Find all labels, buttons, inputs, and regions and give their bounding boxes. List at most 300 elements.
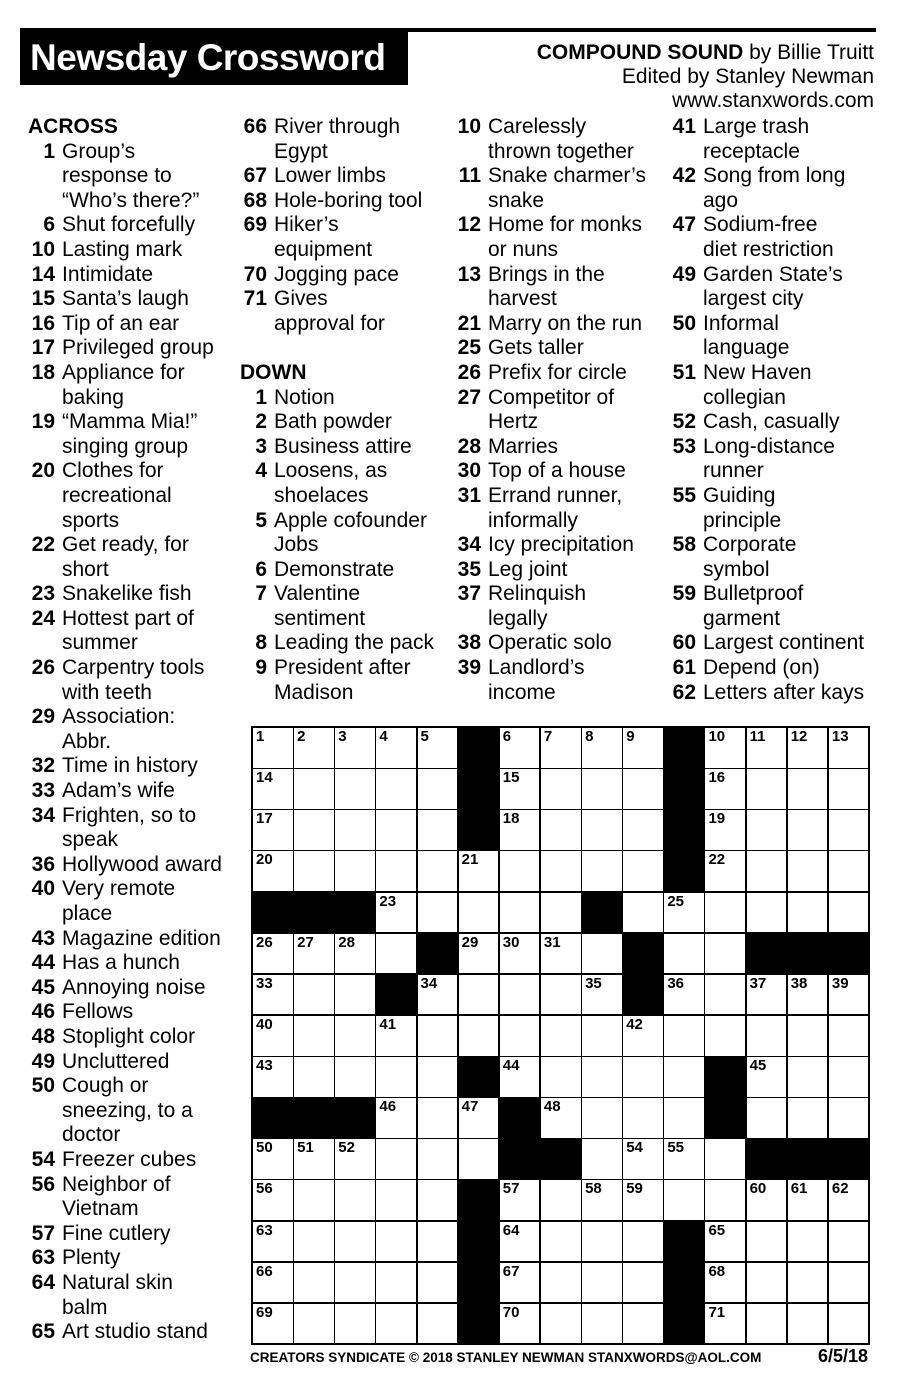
grid-cell[interactable]	[581, 974, 623, 1016]
grid-cell[interactable]	[746, 850, 788, 892]
clue-text-line: Jobs	[274, 533, 319, 557]
grid-cell[interactable]	[622, 850, 664, 892]
grid-cell[interactable]	[746, 974, 788, 1016]
grid-cell[interactable]	[417, 850, 459, 892]
grid-cell[interactable]	[334, 850, 376, 892]
clue-number: 6	[43, 213, 55, 237]
grid-cell[interactable]	[540, 768, 582, 810]
grid-block	[622, 933, 664, 975]
grid-cell[interactable]	[334, 974, 376, 1016]
grid-cell[interactable]	[499, 809, 541, 851]
grid-block	[458, 1056, 500, 1098]
clue-text-line: Song from long	[703, 164, 846, 188]
grid-cell[interactable]	[375, 809, 417, 851]
grid-cell[interactable]	[499, 1221, 541, 1263]
clue	[454, 164, 676, 213]
grid-cell[interactable]	[828, 809, 870, 851]
clue-column-3	[454, 115, 676, 705]
cell-number: 51	[297, 1139, 314, 1157]
cell-number: 43	[256, 1057, 273, 1075]
grid-cell[interactable]	[375, 1138, 417, 1180]
grid-cell[interactable]	[787, 1262, 829, 1304]
clue	[28, 140, 250, 214]
grid-cell[interactable]	[622, 1015, 664, 1057]
clue-number: 50	[31, 1074, 55, 1098]
clue-number: 20	[31, 459, 55, 483]
grid-cell[interactable]	[828, 974, 870, 1016]
grid-cell[interactable]	[828, 892, 870, 934]
cell-number: 58	[585, 1180, 602, 1198]
clue-text-line: Bulletproof	[703, 582, 804, 606]
grid-cell[interactable]	[622, 1097, 664, 1139]
cell-number: 47	[461, 1098, 479, 1116]
grid-cell[interactable]	[417, 892, 459, 934]
clue-text-line: place	[62, 902, 113, 925]
cell-number: 50	[256, 1139, 273, 1157]
clue-text-line: thrown together	[488, 139, 634, 163]
grid-block	[458, 1303, 500, 1345]
grid-cell[interactable]	[458, 1138, 500, 1180]
grid-cell[interactable]	[375, 933, 417, 975]
grid-cell[interactable]	[334, 809, 376, 851]
clue-text-line: recreational	[62, 483, 172, 507]
clue-text-line: Intimidate	[62, 262, 154, 286]
clue	[28, 287, 250, 312]
grid-cell[interactable]	[252, 1221, 294, 1263]
grid-cell[interactable]	[787, 1179, 829, 1221]
grid-cell[interactable]	[252, 1303, 294, 1345]
grid-cell[interactable]	[417, 1138, 459, 1180]
grid-cell[interactable]	[828, 1303, 870, 1345]
grid-cell[interactable]	[375, 727, 417, 769]
grid-block	[787, 1138, 829, 1180]
grid-cell[interactable]	[787, 1015, 829, 1057]
cell-number: 64	[502, 1221, 520, 1239]
grid-cell[interactable]	[334, 933, 376, 975]
grid-cell[interactable]	[293, 727, 335, 769]
grid-cell[interactable]	[458, 850, 500, 892]
grid-cell[interactable]	[704, 892, 746, 934]
grid-cell[interactable]	[375, 850, 417, 892]
grid-cell[interactable]	[787, 850, 829, 892]
grid-cell[interactable]	[787, 974, 829, 1016]
grid-cell[interactable]	[252, 1262, 294, 1304]
grid-cell[interactable]	[540, 1097, 582, 1139]
grid-cell[interactable]	[499, 727, 541, 769]
clue	[669, 631, 891, 656]
grid-block	[458, 1179, 500, 1221]
grid-cell[interactable]	[540, 933, 582, 975]
grid-cell[interactable]	[663, 1179, 705, 1221]
cell-number: 19	[708, 810, 726, 828]
grid-cell[interactable]	[704, 1303, 746, 1345]
clue-text-line: Time in history	[62, 754, 198, 778]
grid-cell[interactable]	[704, 1015, 746, 1057]
grid-cell[interactable]	[787, 1303, 829, 1345]
grid-cell[interactable]	[540, 892, 582, 934]
clue-text-line: language	[703, 336, 790, 360]
clue-number: 52	[672, 410, 696, 434]
grid-cell[interactable]	[334, 1138, 376, 1180]
grid-cell[interactable]	[704, 809, 746, 851]
grid-block	[663, 727, 705, 769]
website: www.stanxwords.com	[672, 89, 874, 112]
grid-cell[interactable]	[540, 1303, 582, 1345]
grid-cell[interactable]	[499, 1262, 541, 1304]
grid-cell[interactable]	[293, 1056, 335, 1098]
grid-cell[interactable]	[746, 1303, 788, 1345]
grid-cell[interactable]	[663, 892, 705, 934]
clue-number: 70	[243, 262, 267, 286]
grid-cell[interactable]	[375, 1262, 417, 1304]
grid-cell[interactable]	[540, 809, 582, 851]
cell-number: 8	[585, 728, 594, 745]
grid-cell[interactable]	[704, 933, 746, 975]
cell-number: 44	[502, 1057, 520, 1075]
clue-text-line: New Haven	[703, 360, 812, 384]
grid-cell[interactable]	[293, 1015, 335, 1057]
grid-cell[interactable]	[293, 809, 335, 851]
grid-cell[interactable]	[499, 850, 541, 892]
grid-cell[interactable]	[293, 1179, 335, 1221]
editor-credit: Edited by Stanley Newman	[621, 65, 874, 88]
grid-cell[interactable]	[417, 1015, 459, 1057]
grid-cell[interactable]	[458, 892, 500, 934]
clue-number: 63	[31, 1246, 55, 1270]
grid-cell[interactable]	[252, 1015, 294, 1057]
clue	[669, 312, 891, 361]
grid-block	[663, 768, 705, 810]
grid-cell[interactable]	[334, 768, 376, 810]
grid-cell[interactable]	[828, 1097, 870, 1139]
grid-cell[interactable]	[540, 1221, 582, 1263]
grid-cell[interactable]	[499, 933, 541, 975]
grid-cell[interactable]	[828, 1179, 870, 1221]
clue-text-line: Largest continent	[703, 631, 865, 655]
clue	[454, 582, 676, 631]
grid-cell[interactable]	[499, 1303, 541, 1345]
cell-number: 41	[379, 1015, 397, 1033]
clue-number: 68	[243, 188, 267, 212]
grid-block	[458, 809, 500, 851]
grid-cell[interactable]	[540, 1179, 582, 1221]
clue-number: 50	[672, 311, 696, 335]
cell-number: 33	[256, 974, 273, 992]
grid-cell[interactable]	[458, 974, 500, 1016]
clue	[454, 336, 676, 361]
clue-text-line: principle	[703, 508, 782, 532]
grid-cell[interactable]	[417, 1097, 459, 1139]
grid-cell[interactable]	[787, 1221, 829, 1263]
clue-text-line: Adam’s wife	[62, 779, 175, 803]
clue	[240, 631, 462, 656]
grid-cell[interactable]	[499, 892, 541, 934]
grid-cell[interactable]	[334, 1179, 376, 1221]
grid-cell[interactable]	[746, 1262, 788, 1304]
grid-cell[interactable]	[704, 727, 746, 769]
grid-block	[499, 1097, 541, 1139]
grid-cell[interactable]	[746, 1056, 788, 1098]
clue-text-line: Abbr.	[62, 729, 112, 753]
grid-cell[interactable]	[704, 1138, 746, 1180]
grid-cell[interactable]	[293, 1303, 335, 1345]
grid-cell[interactable]	[746, 1097, 788, 1139]
clue-text-line: Annoying noise	[62, 975, 206, 999]
grid-cell[interactable]	[828, 850, 870, 892]
clue	[669, 361, 891, 410]
grid-cell[interactable]	[293, 1221, 335, 1263]
grid-cell[interactable]	[293, 850, 335, 892]
grid-cell[interactable]	[704, 1221, 746, 1263]
grid-cell[interactable]	[458, 1015, 500, 1057]
clue-text-line: Hottest part of	[62, 606, 194, 630]
clue-number: 3	[255, 434, 267, 458]
grid-cell[interactable]	[581, 1015, 623, 1057]
grid-cell[interactable]	[746, 1015, 788, 1057]
clue	[240, 213, 462, 262]
grid-cell[interactable]	[334, 1262, 376, 1304]
grid-cell[interactable]	[704, 1179, 746, 1221]
clue-text-line: speak	[62, 828, 119, 852]
grid-cell[interactable]	[252, 768, 294, 810]
grid-cell[interactable]	[375, 768, 417, 810]
clue-number: 8	[255, 631, 267, 655]
clue	[28, 312, 250, 337]
clue-number: 41	[672, 115, 696, 138]
grid-cell[interactable]	[746, 1221, 788, 1263]
grid-cell[interactable]	[417, 1179, 459, 1221]
grid-cell[interactable]	[375, 1015, 417, 1057]
clue	[28, 459, 250, 533]
grid-cell[interactable]	[622, 809, 664, 851]
grid-cell[interactable]	[293, 768, 335, 810]
grid-cell[interactable]	[828, 1056, 870, 1098]
cell-number: 14	[256, 769, 273, 787]
cell-number: 11	[749, 728, 766, 745]
grid-cell[interactable]	[417, 1262, 459, 1304]
grid-cell[interactable]	[746, 768, 788, 810]
grid-cell[interactable]	[828, 1015, 870, 1057]
grid-cell[interactable]	[252, 727, 294, 769]
grid-block	[746, 1138, 788, 1180]
clue-number: 51	[672, 360, 696, 384]
grid-cell[interactable]	[334, 1221, 376, 1263]
grid-cell[interactable]	[622, 727, 664, 769]
grid-cell[interactable]	[787, 809, 829, 851]
grid-cell[interactable]	[540, 974, 582, 1016]
clue-text-line: Marries	[488, 434, 559, 458]
grid-cell[interactable]	[828, 768, 870, 810]
grid-cell[interactable]	[704, 974, 746, 1016]
clue	[454, 533, 676, 558]
grid-cell[interactable]	[663, 1015, 705, 1057]
grid-cell[interactable]	[417, 1221, 459, 1263]
grid-block	[828, 1138, 870, 1180]
grid-cell[interactable]	[252, 933, 294, 975]
grid-cell[interactable]	[622, 1138, 664, 1180]
clue-number: 29	[31, 705, 55, 729]
clue-number: 34	[457, 533, 481, 557]
cell-number: 42	[626, 1015, 643, 1033]
grid-cell[interactable]	[252, 1179, 294, 1221]
grid-cell[interactable]	[704, 768, 746, 810]
grid-cell[interactable]	[581, 1303, 623, 1345]
grid-cell[interactable]	[252, 1056, 294, 1098]
grid-cell[interactable]	[417, 1303, 459, 1345]
grid-cell[interactable]	[746, 1179, 788, 1221]
grid-cell[interactable]	[622, 892, 664, 934]
grid-cell[interactable]	[375, 1056, 417, 1098]
grid-cell[interactable]	[581, 809, 623, 851]
grid-cell[interactable]	[499, 1056, 541, 1098]
clue	[28, 582, 250, 607]
grid-cell[interactable]	[252, 809, 294, 851]
clue-number: 60	[672, 631, 696, 655]
clue-text-line: Leg joint	[488, 557, 568, 581]
clue-text-line: Top of a house	[488, 459, 626, 483]
grid-cell[interactable]	[581, 1097, 623, 1139]
grid-cell[interactable]	[417, 768, 459, 810]
grid-cell[interactable]	[622, 1221, 664, 1263]
clue	[28, 213, 250, 238]
grid-cell[interactable]	[581, 933, 623, 975]
grid-cell[interactable]	[252, 1138, 294, 1180]
grid-cell[interactable]	[746, 727, 788, 769]
grid-cell[interactable]	[499, 1015, 541, 1057]
clue-spacer	[240, 336, 462, 361]
grid-cell[interactable]	[581, 1138, 623, 1180]
grid-cell[interactable]	[499, 1179, 541, 1221]
clue	[669, 213, 891, 262]
grid-cell[interactable]	[581, 1056, 623, 1098]
grid-cell[interactable]	[828, 727, 870, 769]
grid-cell[interactable]	[252, 850, 294, 892]
grid-cell[interactable]	[417, 1056, 459, 1098]
grid-cell[interactable]	[375, 1179, 417, 1221]
grid-cell[interactable]	[499, 974, 541, 1016]
grid-cell[interactable]	[540, 850, 582, 892]
grid-cell[interactable]	[293, 974, 335, 1016]
grid-cell[interactable]	[746, 892, 788, 934]
grid-cell[interactable]	[581, 727, 623, 769]
grid-cell[interactable]	[375, 1097, 417, 1139]
grid-cell[interactable]	[622, 1303, 664, 1345]
grid-cell[interactable]	[293, 1138, 335, 1180]
grid-cell[interactable]	[417, 727, 459, 769]
clue-number: 2	[255, 410, 267, 434]
grid-block	[499, 1138, 541, 1180]
footer-credit: CREATORS SYNDICATE © 2018 STANLEY NEWMAN STANXWORDS@AOL.COM	[250, 1350, 762, 1365]
grid-cell[interactable]	[458, 933, 500, 975]
grid-cell[interactable]	[540, 727, 582, 769]
clue	[454, 115, 676, 164]
clue-text-line: Cough or	[62, 1074, 149, 1098]
grid-cell[interactable]	[252, 974, 294, 1016]
grid-cell[interactable]	[581, 1221, 623, 1263]
clue-number: 71	[243, 287, 267, 311]
grid-cell[interactable]	[375, 1303, 417, 1345]
grid-cell[interactable]	[375, 892, 417, 934]
grid-cell[interactable]	[293, 1262, 335, 1304]
grid-cell[interactable]	[787, 1056, 829, 1098]
clue-text-line: Corporate	[703, 533, 797, 557]
clue-number: 5	[255, 508, 267, 532]
grid-cell[interactable]	[581, 850, 623, 892]
grid-cell[interactable]	[663, 1097, 705, 1139]
clue	[28, 1074, 250, 1148]
grid-cell[interactable]	[540, 1015, 582, 1057]
cell-number: 13	[831, 728, 849, 745]
grid-cell[interactable]	[581, 768, 623, 810]
grid-cell[interactable]	[540, 1262, 582, 1304]
clue-number: 40	[31, 877, 55, 901]
clue-text-line: Appliance for	[62, 360, 185, 384]
grid-cell[interactable]	[334, 1015, 376, 1057]
grid-cell[interactable]	[663, 1138, 705, 1180]
grid-cell[interactable]	[787, 1097, 829, 1139]
grid-cell[interactable]	[540, 1056, 582, 1098]
grid-cell[interactable]	[417, 974, 459, 1016]
grid-cell[interactable]	[499, 768, 541, 810]
grid-cell[interactable]	[663, 974, 705, 1016]
clue-number: 18	[31, 360, 55, 384]
grid-cell[interactable]	[663, 1056, 705, 1098]
clue-number: 47	[672, 213, 696, 237]
grid-cell[interactable]	[787, 768, 829, 810]
grid-cell[interactable]	[458, 1097, 500, 1139]
clue-text-line: sentiment	[274, 606, 366, 630]
grid-cell[interactable]	[622, 1056, 664, 1098]
clue-text-line: Carelessly	[488, 115, 587, 138]
grid-block	[458, 1262, 500, 1304]
cell-number: 67	[502, 1262, 520, 1280]
grid-block	[540, 1138, 582, 1180]
clue-text-line: Natural skin	[62, 1270, 173, 1294]
grid-cell[interactable]	[704, 850, 746, 892]
grid-cell[interactable]	[704, 1262, 746, 1304]
grid-cell[interactable]	[746, 809, 788, 851]
clue	[28, 656, 250, 705]
grid-cell[interactable]	[293, 933, 335, 975]
grid-cell[interactable]	[334, 727, 376, 769]
grid-cell[interactable]	[417, 809, 459, 851]
cell-number: 60	[749, 1180, 767, 1198]
clue-text-line: Brings in the	[488, 262, 605, 286]
grid-cell[interactable]	[375, 1221, 417, 1263]
grid-cell[interactable]	[787, 892, 829, 934]
grid-cell[interactable]	[828, 1262, 870, 1304]
clue-text-line: Bath powder	[274, 410, 392, 434]
clue	[28, 754, 250, 779]
grid-cell[interactable]	[622, 1179, 664, 1221]
grid-cell[interactable]	[622, 768, 664, 810]
grid-cell[interactable]	[581, 1262, 623, 1304]
grid-cell[interactable]	[663, 933, 705, 975]
grid-cell[interactable]	[622, 1262, 664, 1304]
clue-number: 38	[457, 631, 481, 655]
grid-cell[interactable]	[334, 1056, 376, 1098]
grid-cell[interactable]	[828, 1221, 870, 1263]
clue	[240, 287, 462, 336]
clue-text-line: Hollywood award	[62, 852, 222, 876]
cell-number: 18	[502, 810, 520, 828]
grid-cell[interactable]	[334, 1303, 376, 1345]
grid-cell[interactable]	[787, 727, 829, 769]
clue-number: 4	[255, 459, 267, 483]
clue-text-line: garment	[703, 606, 781, 630]
clue-number: 59	[672, 582, 696, 606]
grid-cell[interactable]	[581, 1179, 623, 1221]
